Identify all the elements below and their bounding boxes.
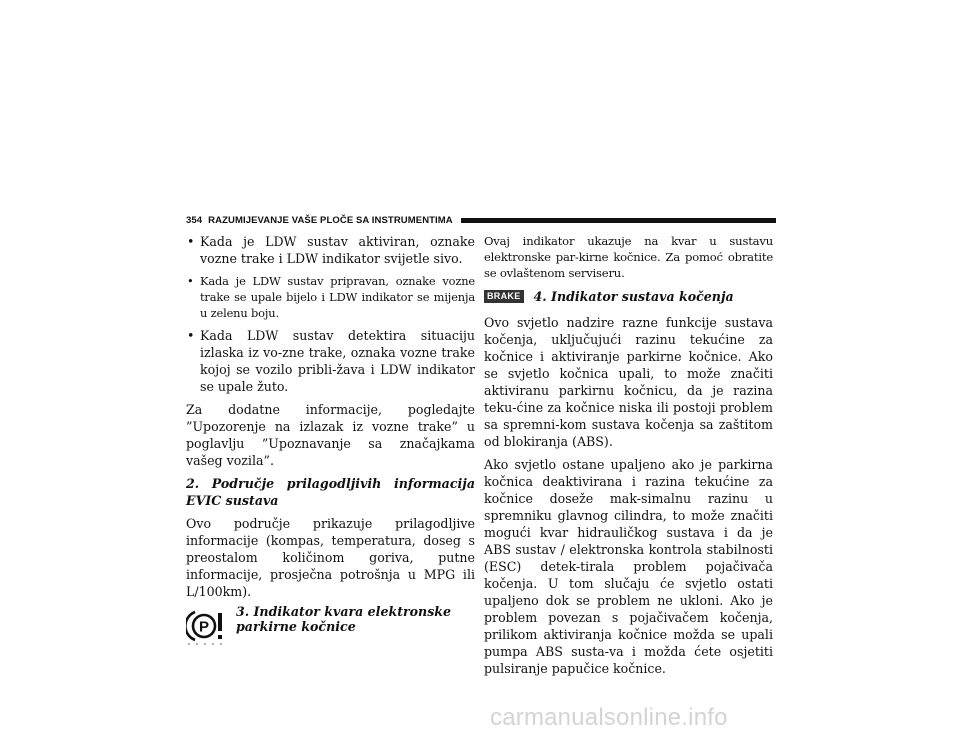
bullet-dot: • — [187, 274, 194, 288]
site-watermark: carmanualsonline.info — [490, 704, 728, 731]
svg-text:P: P — [198, 618, 210, 636]
list-item — [186, 327, 475, 395]
parking-brake-section — [186, 604, 475, 648]
brake-section-heading-row — [484, 288, 773, 305]
section-heading-evic: 2. Područje prilagodljivih informacija EVIC sustava — [186, 476, 475, 508]
brake-warning-paragraph: Ako svjetlo ostane upaljeno ako je parkirna kočnica deaktivirana i razina tekućine za kočnice doseže mak-simalnu razinu u spremniku glavnog cilindra, to može značiti mogući kvar hidrauličkog sustava i da je ABS sustav / elektronska kontrola stabilnosti (ESC) detek-tirala problem pojačivača kočenja. U tom slučaju će svjetlo ostati upaljeno dok se problem ne ukloni. Ako je problem povezan s pojačivačem kočenja, prilikom aktiviranja kočnice možda se upali pumpa ABS susta-va i možda ćete osjetiti pulsiranje papučice kočnice. — [484, 457, 773, 676]
parking-brake-warning-icon — [186, 608, 232, 646]
header-rule — [461, 218, 776, 223]
list-item — [186, 233, 475, 267]
bullet-dot: • — [187, 234, 195, 249]
ldw-reference-paragraph: Za dodatne informacije, pogledajte ”Upozorenje na izlazak iz vozne trake” u poglavlju ”Upoznavanje sa značajkama vašeg vozila”. — [186, 402, 475, 468]
section-heading-parking-brake: 3. Indikator kvara elektronske parkirne kočnice — [236, 604, 452, 634]
brake-warning-icon: BRAKE — [484, 290, 524, 303]
bullet-dot: • — [187, 328, 195, 343]
section-heading-brake-system: 4. Indikator sustava kočenja — [533, 289, 734, 304]
left-column — [186, 233, 475, 648]
chapter-title: RAZUMIJEVANJE VAŠE PLOČE SA INSTRUMENTIMA — [208, 214, 453, 226]
parking-brake-paragraph: Ovaj indikator ukazuje na kvar u sustavu elektronske par-kirne kočnice. Za pomoć obratite se ovlaštenom serviseru. — [484, 234, 773, 280]
bullet-text: Kada LDW sustav detektira situaciju izlaska iz vo-zne trake, oznaka vozne trake kojoj se vozilo pribli-žava i LDW indikator se upale žuto. — [200, 328, 475, 394]
evic-paragraph: Ovo područje prikazuje prilagodljive informacije (kompas, temperatura, doseg s preostalom količinom goriva, putne informacije, prosječna potrošnja u MPG ili L/100km). — [186, 516, 475, 599]
right-column — [484, 233, 773, 677]
page-header — [186, 213, 776, 227]
list-item — [186, 273, 475, 321]
page-number: 354 — [186, 214, 203, 226]
bullet-text: Kada je LDW sustav pripravan, oznake vozne trake se upale bijelo i LDW indikator se mijenja u zelenu boju. — [200, 274, 475, 320]
brake-system-paragraph: Ovo svjetlo nadzire razne funkcije sustava kočenja, uključujući razinu tekućine za kočnice i aktiviranje parkirne kočnice. Ako se svjetlo kočnica upali, to može značiti aktiviranu parkirnu kočnicu, da je razina teku-ćine za kočnice niska ili postoji problem sa spremni-kom sustava kočenja sa zaštitom od blokiranja (ABS). — [484, 315, 773, 449]
bullet-text: Kada je LDW sustav aktiviran, oznake vozne trake i LDW indikator svijetle sivo. — [200, 234, 475, 266]
